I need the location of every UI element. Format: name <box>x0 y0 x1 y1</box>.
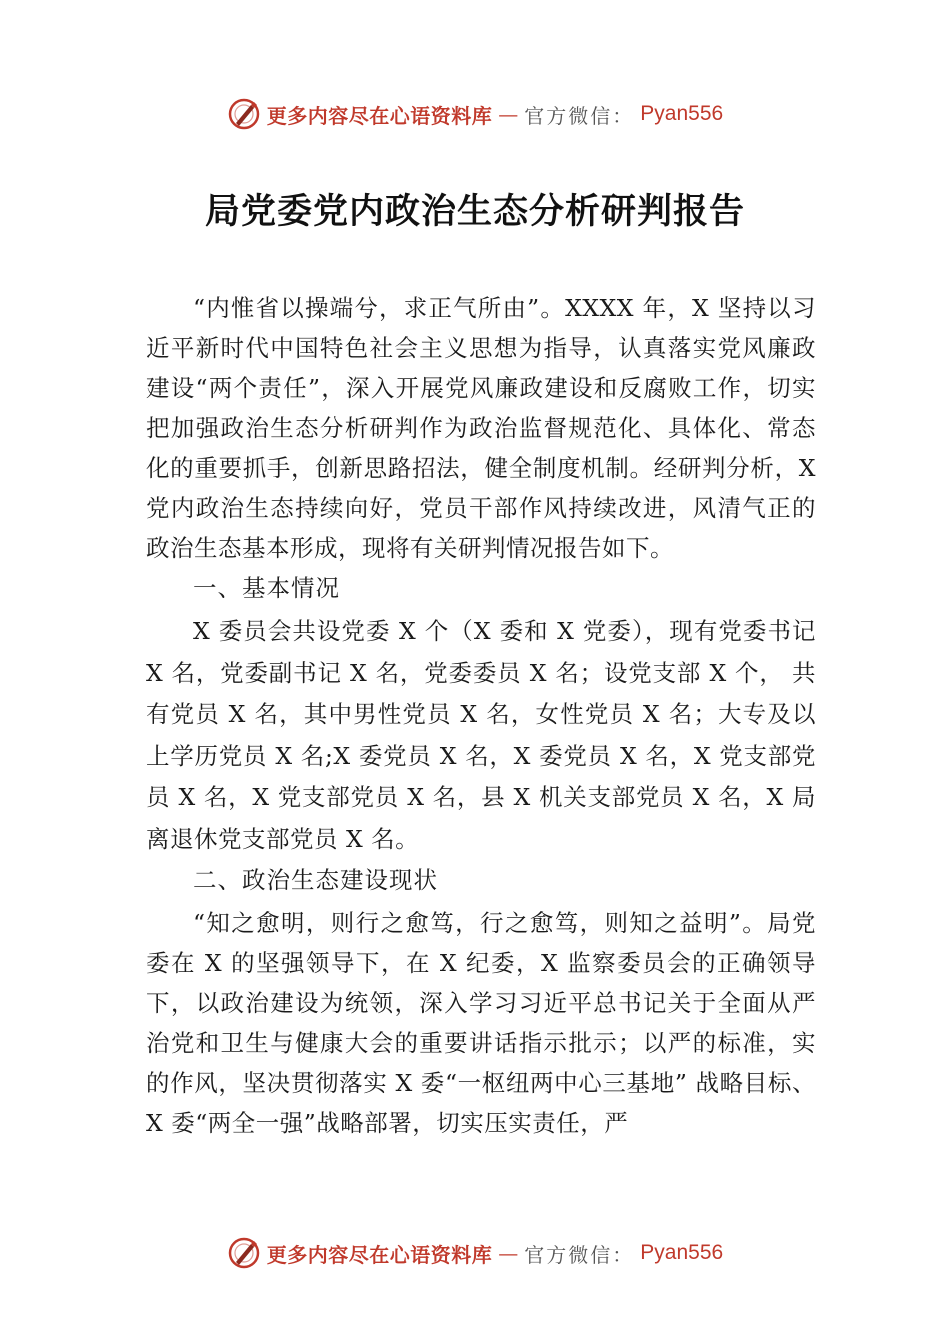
watermark-wechat-id: Pyan556 <box>640 1241 724 1264</box>
watermark-wechat-id: Pyan556 <box>640 102 724 125</box>
pen-logo-icon <box>227 97 261 131</box>
watermark-library-text: 更多内容尽在心语资料库 <box>266 1242 493 1267</box>
watermark-library-text: 更多内容尽在心语资料库 <box>266 103 493 128</box>
basic-situation-paragraph: X 委员会共设党委 X 个（X 委和 X 党委），现有党委书记 X 名，党委副书记 X 名，党委委员 X 名；设党支部 X 个， 共有党员 X 名，其中男性党员 X 名，女性党员 X 名；大专及以上学历党员 X 名;X 委党员 X 名，X 委党员 X 名，X 党支部党员 X 名，X 党支部党员 X 名，县 X 机关支部党员 X 名，X 局离退休党支部党员 X 名。 <box>146 617 816 853</box>
document-body <box>146 288 816 1143</box>
watermark-footer <box>0 1231 950 1275</box>
watermark-dash: — <box>498 1241 519 1265</box>
intro-paragraph: “内惟省以操端兮，求正气所由”。XXXX 年，X 坚持以习近平新时代中国特色社会主义思想为指导，认真落实党风廉政建设“两个责任”，深入开展党风廉政建设和反腐败工作，切实把加强政治生态分析研判作为政治监督规范化、具体化、常态化的重要抓手，创新思路招法，健全制度机制。经研判分析，X 党内政治生态持续向好，党员干部作风持续改进，风清气正的政治生态基本形成，现将有关研判情况报告如下。 <box>146 294 816 562</box>
watermark-wechat-label: 官方微信： <box>524 103 635 128</box>
section-heading-basic: 一、基本情况 <box>193 574 340 602</box>
status-paragraph: “知之愈明，则行之愈笃，行之愈笃，则知之益明”。局党委在 X 的坚强领导下，在 X 纪委，X 监察委员会的正确领导下，以政治建设为统领，深入学习习近平总书记关于全面从严治党和卫生与健康大会的重要讲话指示批示；以严的标准，实的作风，坚决贯彻落实 X 委“一枢纽两中心三基地” 战略目标、X 委“两全一强”战略部署，切实压实责任，严 <box>146 909 816 1137</box>
pen-logo-icon <box>227 1236 261 1270</box>
watermark-wechat-label: 官方微信： <box>524 1242 635 1267</box>
watermark-header <box>0 92 950 136</box>
section-heading-status: 二、政治生态建设现状 <box>193 866 438 894</box>
watermark-dash: — <box>498 102 519 126</box>
document-title: 局党委党内政治生态分析研判报告 <box>204 191 745 232</box>
